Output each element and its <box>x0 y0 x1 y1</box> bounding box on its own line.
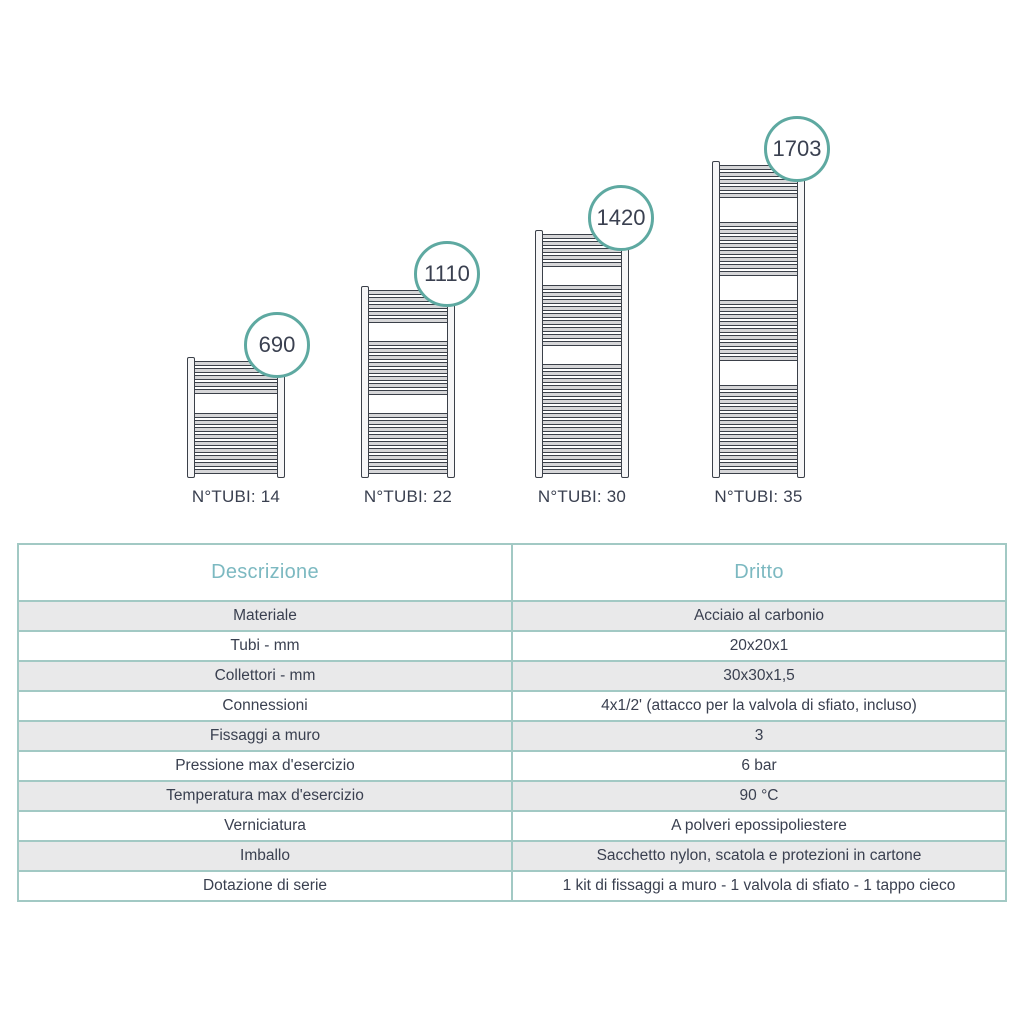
tube <box>539 385 625 390</box>
tube <box>365 434 451 439</box>
tube <box>716 250 801 255</box>
tube <box>191 389 281 394</box>
tube <box>365 383 451 388</box>
tube <box>716 441 801 446</box>
table-row <box>18 871 1006 901</box>
tube <box>191 427 281 432</box>
tube <box>539 427 625 432</box>
tube <box>716 462 801 467</box>
tube <box>716 427 801 432</box>
tube <box>716 455 801 460</box>
collector-rail-left <box>535 230 543 478</box>
tube <box>365 462 451 467</box>
table-header-dritto: Dritto <box>512 544 1006 601</box>
tube <box>716 420 801 425</box>
tube-groups <box>191 361 281 474</box>
row-value: 6 bar <box>512 751 1006 781</box>
tube <box>716 385 801 390</box>
tube <box>539 462 625 467</box>
table-row <box>18 691 1006 721</box>
tube <box>539 399 625 404</box>
tube <box>716 413 801 418</box>
row-value: Sacchetto nylon, scatola e protezioni in cartone <box>512 841 1006 871</box>
tube <box>539 327 625 332</box>
height-badge: 1110 <box>414 241 480 307</box>
tube <box>365 369 451 374</box>
tube <box>539 313 625 318</box>
tube <box>539 285 625 290</box>
tube <box>539 392 625 397</box>
tube <box>539 320 625 325</box>
tube <box>716 356 801 361</box>
tube <box>539 434 625 439</box>
collector-rail-right <box>447 286 455 478</box>
radiator <box>188 332 296 506</box>
tube <box>365 427 451 432</box>
table-row <box>18 781 1006 811</box>
tube <box>716 448 801 453</box>
tube <box>716 243 801 248</box>
tube <box>365 355 451 360</box>
tube <box>539 364 625 369</box>
tube <box>716 222 801 227</box>
tube <box>716 300 801 305</box>
tube-group <box>191 413 281 474</box>
row-value: Acciaio al carbonio <box>512 601 1006 631</box>
tube <box>539 378 625 383</box>
tube <box>365 455 451 460</box>
tube <box>716 193 801 198</box>
row-label: Fissaggi a muro <box>18 721 512 751</box>
tube <box>716 186 801 191</box>
tube-group <box>716 300 801 361</box>
row-value: 30x30x1,5 <box>512 661 1006 691</box>
tube <box>191 448 281 453</box>
tube <box>191 441 281 446</box>
tube <box>716 229 801 234</box>
spec-table-body <box>18 601 1006 901</box>
tube <box>539 255 625 260</box>
row-label: Verniciatura <box>18 811 512 841</box>
height-badge: 1703 <box>764 116 830 182</box>
row-value: 20x20x1 <box>512 631 1006 661</box>
tube <box>365 469 451 474</box>
height-badge: 690 <box>244 312 310 378</box>
tube <box>716 406 801 411</box>
tube <box>539 469 625 474</box>
tube <box>365 376 451 381</box>
tube <box>365 441 451 446</box>
height-badge: 1420 <box>588 185 654 251</box>
tube <box>365 318 451 323</box>
tube <box>539 420 625 425</box>
spec-table <box>17 543 1007 902</box>
tube <box>365 311 451 316</box>
tube <box>191 413 281 418</box>
row-value: 3 <box>512 721 1006 751</box>
tube-group <box>716 222 801 276</box>
tube-count-label: N°TUBI: 35 <box>714 487 803 506</box>
row-label: Dotazione di serie <box>18 871 512 901</box>
tube <box>716 349 801 354</box>
tube <box>365 341 451 346</box>
tube-group <box>539 364 625 474</box>
row-label: Materiale <box>18 601 512 631</box>
table-row <box>18 661 1006 691</box>
tube <box>716 335 801 340</box>
row-value: 90 °C <box>512 781 1006 811</box>
table-row <box>18 841 1006 871</box>
table-row <box>18 631 1006 661</box>
tube-groups <box>716 165 801 474</box>
tube <box>191 462 281 467</box>
tube-count-label: N°TUBI: 14 <box>191 487 281 506</box>
tube <box>539 334 625 339</box>
table-row <box>18 721 1006 751</box>
tube <box>539 413 625 418</box>
tube <box>191 382 281 387</box>
tube-group <box>365 341 451 395</box>
tube <box>365 390 451 395</box>
radiator <box>713 136 822 506</box>
tube-count-label: N°TUBI: 22 <box>363 487 453 506</box>
tube <box>539 448 625 453</box>
collector-rail-left <box>187 357 195 478</box>
tube <box>716 236 801 241</box>
tube-groups <box>365 290 451 474</box>
tube <box>539 441 625 446</box>
tube <box>539 455 625 460</box>
tube <box>716 264 801 269</box>
tube <box>716 434 801 439</box>
row-value: 1 kit di fissaggi a muro - 1 valvola di sfiato - 1 tappo cieco <box>512 871 1006 901</box>
row-label: Connessioni <box>18 691 512 721</box>
tube <box>191 420 281 425</box>
tube <box>716 399 801 404</box>
tube <box>365 420 451 425</box>
tube <box>716 328 801 333</box>
radiator <box>536 205 646 506</box>
table-row <box>18 811 1006 841</box>
tube <box>716 271 801 276</box>
tube <box>365 448 451 453</box>
tube <box>539 371 625 376</box>
tube <box>539 299 625 304</box>
collector-rail-right <box>797 161 805 478</box>
radiator <box>362 261 470 506</box>
tube-group <box>716 385 801 474</box>
spec-table-head <box>18 544 1006 601</box>
tube <box>539 341 625 346</box>
table-header-descrizione: Descrizione <box>18 544 512 601</box>
tube <box>191 434 281 439</box>
tube <box>191 469 281 474</box>
table-header-row <box>18 544 1006 601</box>
row-label: Imballo <box>18 841 512 871</box>
collector-rail-left <box>361 286 369 478</box>
tube <box>716 321 801 326</box>
row-label: Pressione max d'esercizio <box>18 751 512 781</box>
tube <box>539 262 625 267</box>
row-label: Collettori - mm <box>18 661 512 691</box>
row-value: A polveri epossipoliestere <box>512 811 1006 841</box>
row-value: 4x1/2' (attacco per la valvola di sfiato, incluso) <box>512 691 1006 721</box>
tube <box>716 469 801 474</box>
tube <box>716 307 801 312</box>
table-row <box>18 601 1006 631</box>
tube-count-label: N°TUBI: 30 <box>537 487 627 506</box>
tube <box>365 362 451 367</box>
tube-groups <box>539 234 625 474</box>
collector-rail-right <box>621 230 629 478</box>
tube <box>716 314 801 319</box>
tube <box>716 392 801 397</box>
tube-group <box>539 285 625 346</box>
tube <box>539 292 625 297</box>
tube-group <box>365 413 451 474</box>
tube <box>716 342 801 347</box>
tube <box>365 348 451 353</box>
row-label: Tubi - mm <box>18 631 512 661</box>
table-row <box>18 751 1006 781</box>
tube <box>365 413 451 418</box>
tube <box>539 406 625 411</box>
tube <box>539 306 625 311</box>
tube <box>191 455 281 460</box>
tube <box>716 257 801 262</box>
row-label: Temperatura max d'esercizio <box>18 781 512 811</box>
collector-rail-left <box>712 161 720 478</box>
